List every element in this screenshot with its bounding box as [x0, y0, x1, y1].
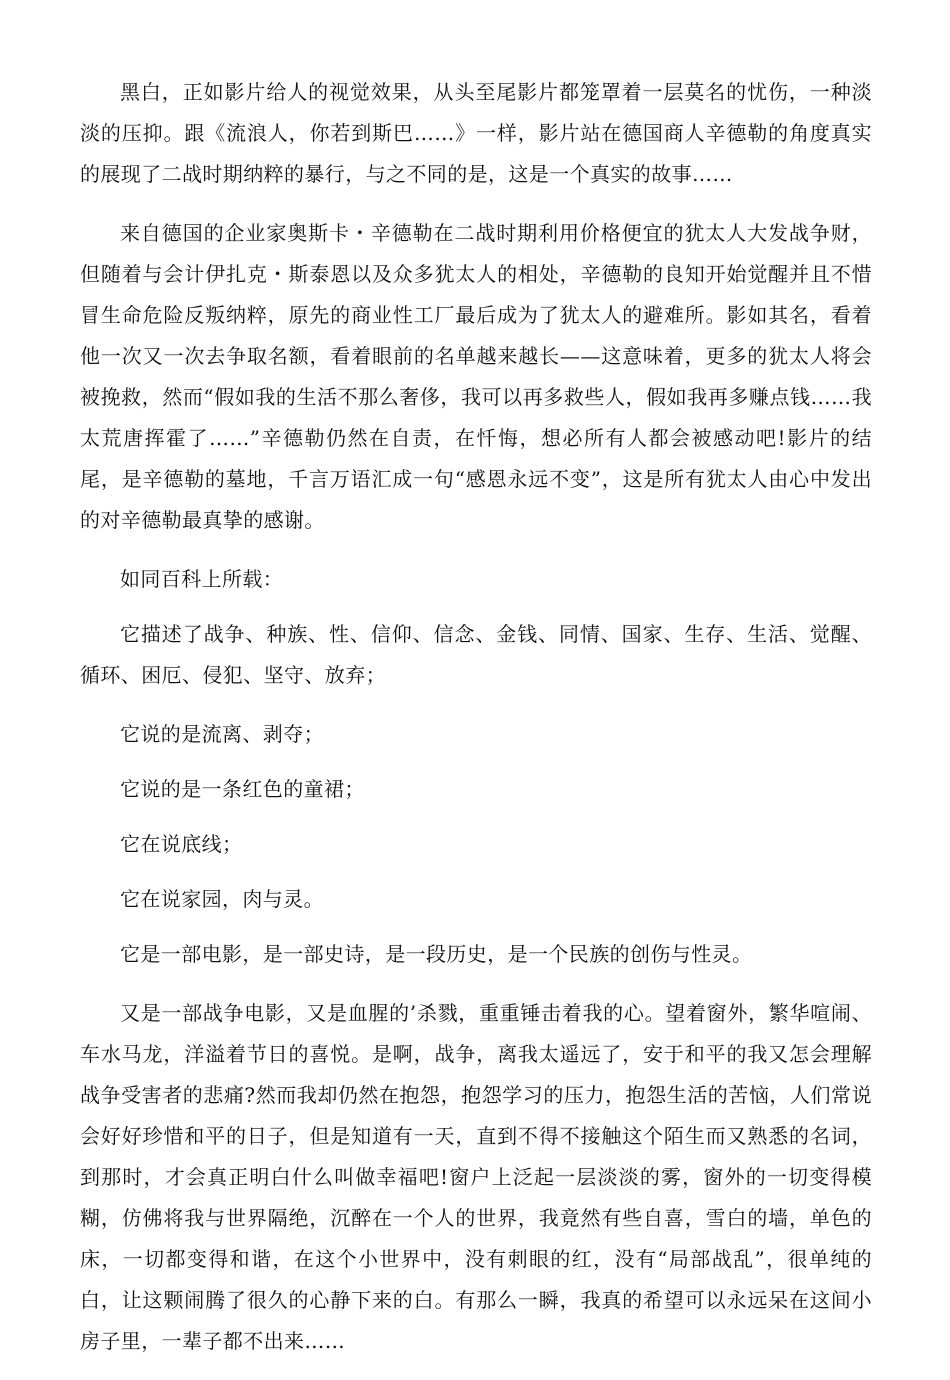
paragraph-displacement: 它说的是流离、剥夺； [120, 722, 324, 746]
paragraph-epic: 它是一部电影，是一部史诗，是一段历史，是一个民族的创伤与性灵。 [120, 942, 753, 966]
paragraph-schindler-story: 来自德国的企业家奥斯卡・辛德勒在二战时期利用价格便宜的犹太人大发战争财，但随着与会计伊扎克・斯泰恩以及众多犹太人的相处，辛德勒的良知开始觉醒并且不惜冒生命危险反叛纳粹，原先的商业性工厂最后成为了犹太人的避难所。影如其名，看着他一次又一次去争取名额，看着眼前的名单越来越长——这意味着，更多的犹太人将会被挽救，然而“假如我的生活不那么奢侈，我可以再多救些人，假如我再多赚点钱……我太荒唐挥霍了……”辛德勒仍然在自责，在忏悔，想必所有人都会被感动吧!影片的结尾，是辛德勒的墓地，千言万语汇成一句“感恩永远不变”，这是所有犹太人由心中发出的对辛德勒最真挚的感谢。 [80, 221, 872, 532]
paragraph-bottom-line: 它在说底线； [120, 832, 243, 856]
paragraph-encyclopedia-lead: 如同百科上所载： [120, 567, 284, 591]
paragraph-homeland: 它在说家园，肉与灵。 [120, 887, 324, 911]
paragraph-intro: 黑白，正如影片给人的视觉效果，从头至尾影片都笼罩着一层莫名的忧伤，一种淡淡的压抑。跟《流浪人，你若到斯巴……》一样，影片站在德国商人辛德勒的角度真实的展现了二战时期纳粹的暴行，与之不同的是，这是一个真实的故事…… [80, 80, 872, 186]
paragraph-themes: 它描述了战争、种族、性、信仰、信念、金钱、同情、国家、生存、生活、觉醒、循环、困厄、侵犯、坚守、放弃； [80, 622, 872, 687]
document-page [80, 72, 872, 1380]
paragraph-red-dress: 它说的是一条红色的童裙； [120, 777, 365, 801]
paragraph-reflection: 又是一部战争电影，又是血腥的’杀戮，重重锤击着我的心。望着窗外，繁华喧闹、车水马龙，洋溢着节日的喜悦。是啊，战争，离我太遥远了，安于和平的我又怎会理解战争受害者的悲痛?然而我却仍然在抱怨，抱怨学习的压力，抱怨生活的苦恼，人们常说会好好珍惜和平的日子，但是知道有一天，直到不得不接触这个陌生而又熟悉的名词，到那时，才会真正明白什么叫做幸福吧!窗户上泛起一层淡淡的雾，窗外的一切变得模糊，仿佛将我与世界隔绝，沉醉在一个人的世界，我竟然有些自喜，雪白的墙，单色的床，一切都变得和谐，在这个小世界中，没有刺眼的红，没有“局部战乱”，很单纯的白，让这颗闹腾了很久的心静下来的白。有那么一瞬，我真的希望可以永远呆在这间小房子里，一辈子都不出来…… [80, 1001, 872, 1353]
